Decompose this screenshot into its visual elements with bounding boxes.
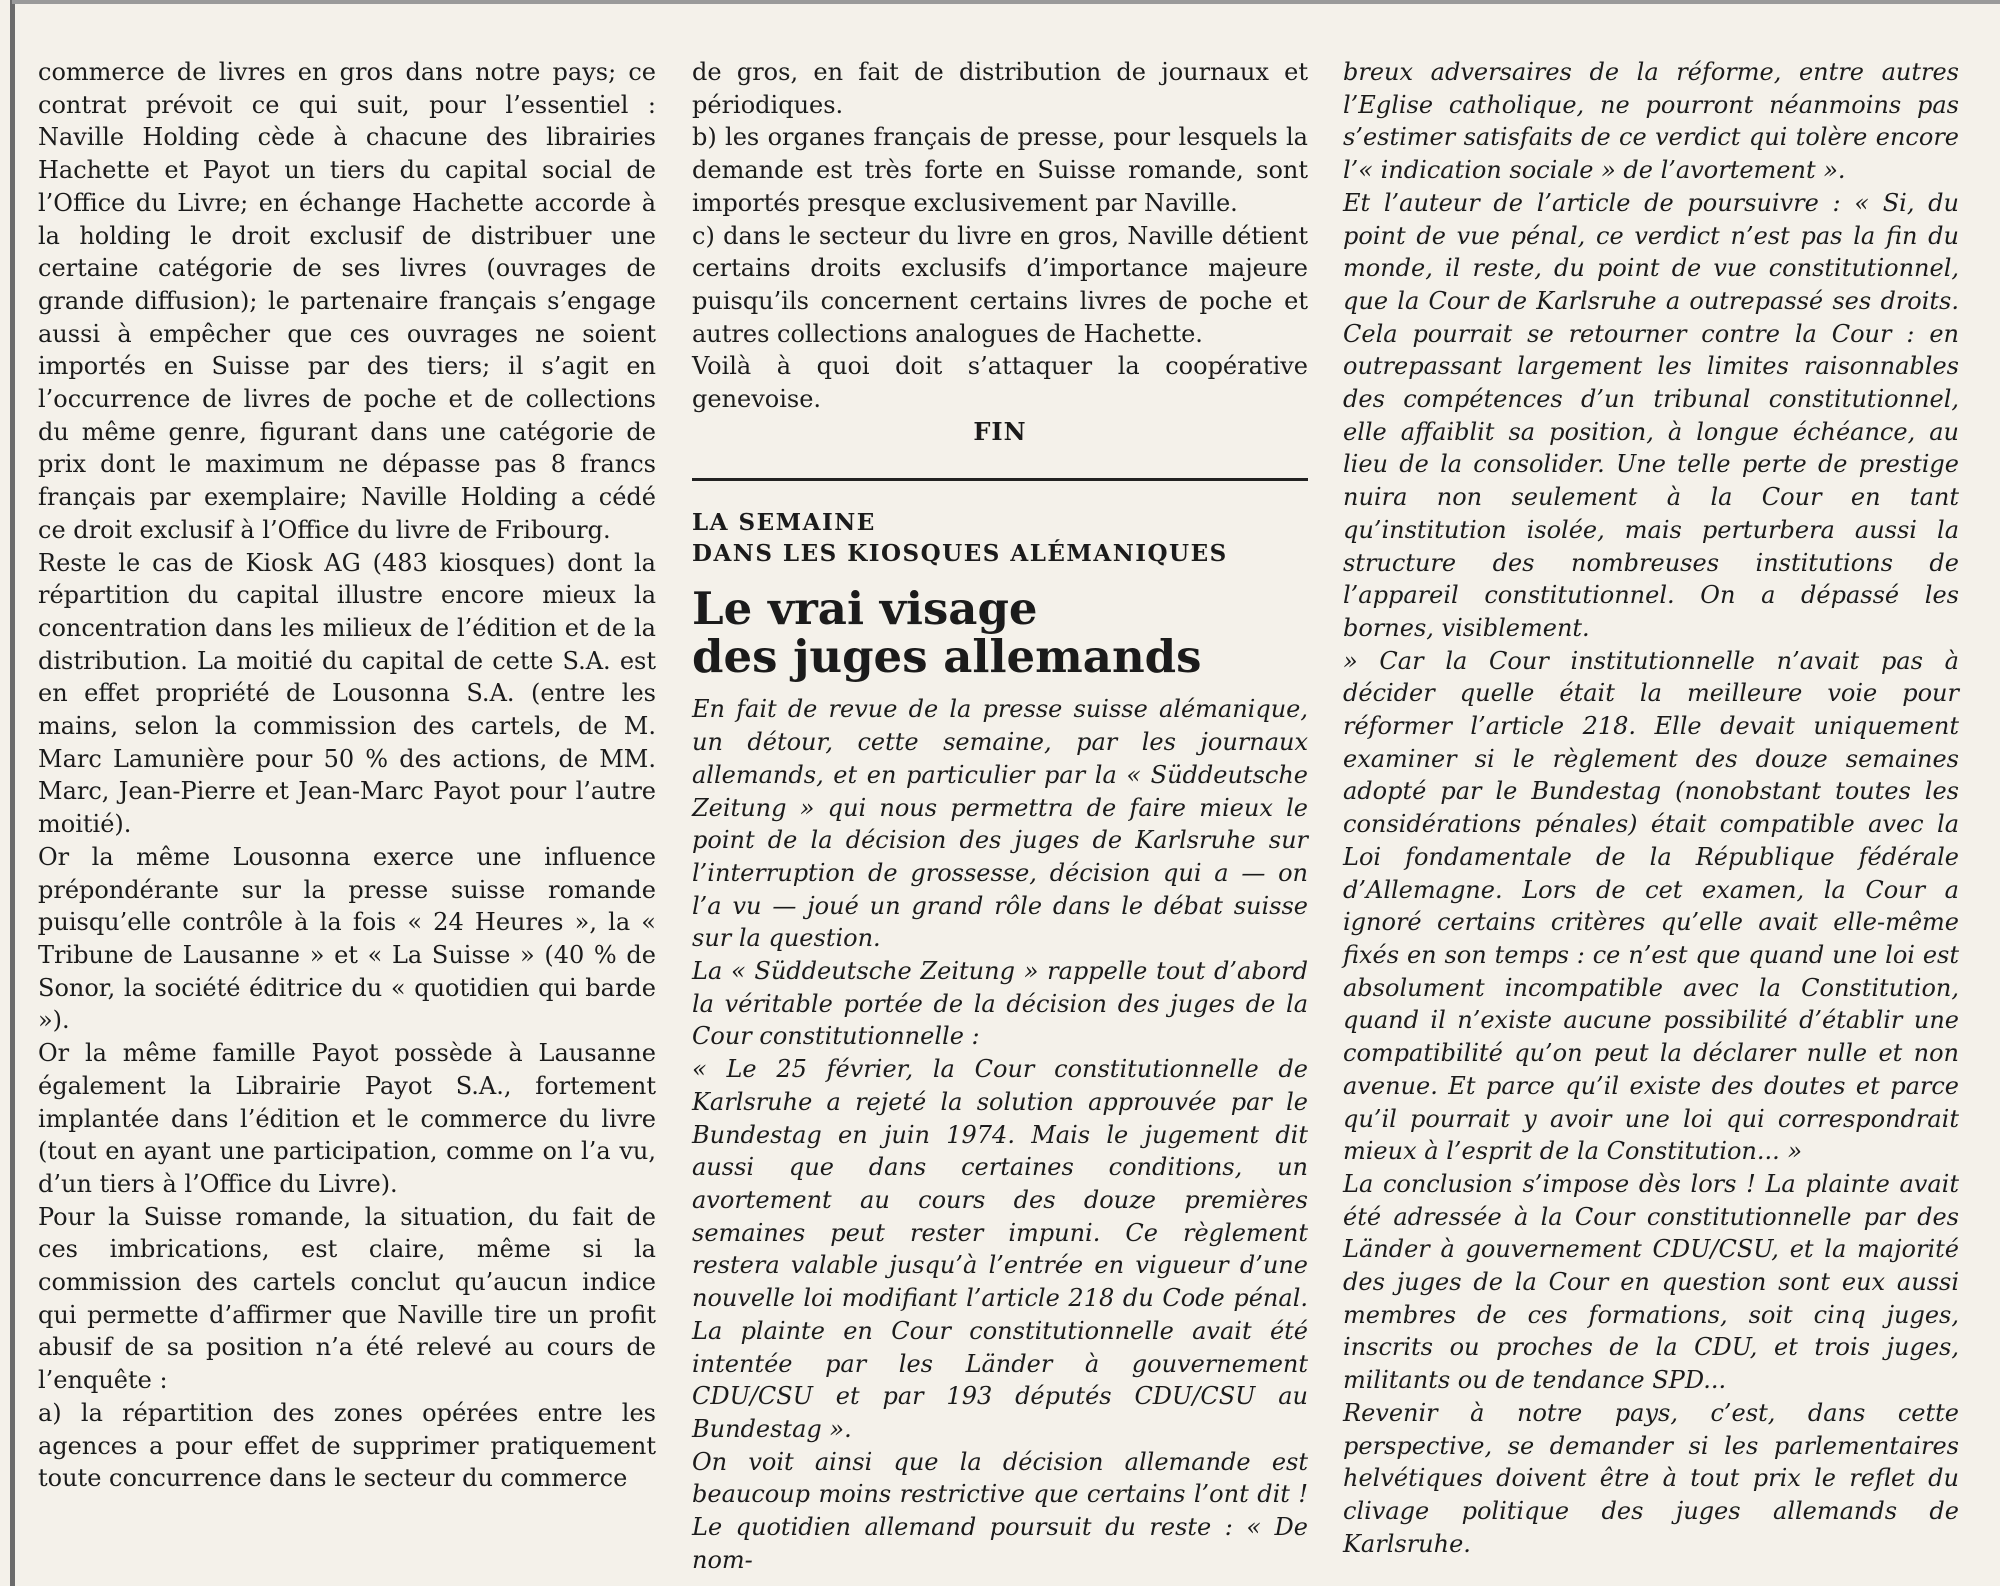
article-headline — [692, 582, 1308, 684]
col1-paragraph: Pour la Suisse romande, la situation, du fait de ces imbrications, est claire, même si la commission des cartels conclut qu’aucun indice qui permette d’affirmer que Naville tire un profit abusif de sa position n’a été relevé au cours de l’enquête : — [38, 1202, 656, 1395]
col3-paragraph: La conclusion s’impose dès lors ! La plainte avait été adressée à la Cour constitutionnelle par des Länder à gouvernement CDU/CSU, et la majorité des juges de la Cour en question sont eux aussi membres de ces formations, soit cinq juges, inscrits ou proches de la CDU, et trois juges, militants ou de tendance SPD... — [1343, 1169, 1959, 1395]
article-body — [692, 693, 1308, 1576]
headline-line-2: des juges allemands — [692, 630, 1202, 684]
column-2 — [692, 56, 1308, 1576]
col1-paragraph: Or la même famille Payot possède à Lausanne également la Librairie Payot S.A., fortement implantée dans l’édition et le commerce du livre (tout en ayant une participation, comme on l’a vu, d’un tiers à l’Office du Livre). — [38, 1039, 656, 1198]
page-binding-edge — [10, 0, 15, 1586]
section-kicker-line-2: DANS LES KIOSQUES ALÉMANIQUES — [692, 540, 1228, 568]
col1-paragraph: Reste le cas de Kiosk AG (483 kiosques) dont la répartition du capital illustre encore mieux la concentration dans les milieux de l’édition et de la distribution. La moitié du capital de cette S.A. est en effet propriété de Lousonna S.A. (entre les mains, selon la commission des cartels, de M. Marc Lamunière pour 50 % des actions, de MM. Marc, Jean-Pierre et Jean-Marc Payot pour l’autre moitié). — [38, 548, 656, 839]
article-paragraph: La « Süddeutsche Zeitung » rappelle tout d’abord la véritable portée de la décision des juges de la Cour constitutionnelle : — [692, 957, 1308, 1051]
section-kicker-line-1: LA SEMAINE — [692, 509, 876, 537]
col1-paragraph: commerce de livres en gros dans notre pays; ce contrat prévoit ce qui suit, pour l’essentiel : Naville Holding cède à chacune des librairies Hachette et Payot un tiers du capital social de l’Office du Livre; en échange Hachette accorde à la holding le droit exclusif de distribuer une certaine catégorie de ses livres (ouvrages de grande diffusion); le partenaire français s’engage aussi à empêcher que ces ouvrages ne soient importés en Suisse par des tiers; il s’agit en l’occurrence de livres de poche et de collections du même genre, figurant dans une catégorie de prix dont le maximum ne dépasse pas 8 francs français par exemplaire; Naville Holding a cédé ce droit exclusif à l’Office du livre de Fribourg. — [38, 58, 656, 544]
column-1 — [38, 56, 656, 1495]
col3-paragraph: Et l’auteur de l’article de poursuivre : « Si, du point de vue pénal, ce verdict n’est pas la fin du monde, il reste, du point de vue constitutionnel, que la Cour de Karlsruhe a outrepassé ses droits. Cela pourrait se retourner contre la Cour : en outrepassant largement les limites raisonnables des compétences d’un tribunal constitutionnel, elle affaiblit sa position, à longue échéance, au lieu de la consolider. Une telle perte de prestige nuira non seulement à la Cour en tant qu’institution isolée, mais perturbera aussi la structure des nombreuses institutions de l’appareil constitutionnel. On a dépassé les bornes, visiblement. — [1343, 188, 1959, 642]
page-top-edge — [12, 0, 2000, 4]
col2-paragraph: b) les organes français de presse, pour lesquels la demande est très forte en Suisse romande, sont importés presque exclusivement par Naville. — [692, 123, 1308, 217]
article-paragraph: « Le 25 février, la Cour constitutionnelle de Karlsruhe a rejeté la solution approuvée par le Bundestag en juin 1974. Mais le jugement dit aussi que dans certaines conditions, un avortement au cours des douze premières semaines peut rester impuni. Ce règlement restera valable jusqu’à l’entrée en vigueur d’une nouvelle loi modifiant l’article 218 du Code pénal. La plainte en Cour constitutionnelle avait été intentée par les Länder à gouvernement CDU/CSU et par 193 députés CDU/CSU au Bundestag ». — [692, 1055, 1308, 1443]
section-divider — [692, 478, 1308, 481]
col1-paragraph: a) la répartition des zones opérées entre les agences a pour effet de supprimer pratiquement toute concurrence dans le secteur du commerce — [38, 1398, 656, 1493]
col2-paragraph: de gros, en fait de distribution de journaux et périodiques. — [692, 58, 1308, 119]
col3-paragraph: » Car la Cour institutionnelle n’avait pas à décider quelle était la meilleure voie pour réformer l’article 218. Elle devait uniquement examiner si le règlement des douze semaines adopté par le Bundestag (nonobstant toutes les considérations pénales) était compatible avec la Loi fondamentale de la République fédérale d’Allemagne. Lors de cet examen, la Cour a ignoré certains critères qu’elle avait elle-même fixés en son temps : ce n’est que quand une loi est absolument incompatible avec la Constitution, quand il n’existe aucune possibilité d’établir une compatibilité qu’on peut la déclarer nulle et non avenue. Et parce qu’il existe des doutes et parce qu’il pourrait y avoir une loi qui correspondrait mieux à l’esprit de la Constitution... » — [1343, 646, 1959, 1166]
article-paragraph: En fait de revue de la presse suisse alémanique, un détour, cette semaine, par les journaux allemands, et en particulier par la « Süddeutsche Zeitung » qui nous permettra de faire mieux le point de la décision des juges de Karlsruhe sur l’interruption de grossesse, décision qui a — on l’a vu — joué un grand rôle dans le débat suisse sur la question. — [692, 695, 1308, 953]
col3-paragraph: breux adversaires de la réforme, entre autres l’Eglise catholique, ne pourront néanmoins pas s’estimer satisfaits de ce verdict qui tolère encore l’« indication sociale » de l’avortement ». — [1343, 58, 1959, 185]
col2-paragraph: Voilà à quoi doit s’attaquer la coopérative genevoise. — [692, 352, 1308, 414]
column-3 — [1343, 56, 1959, 1560]
article-end-mark: FIN — [973, 416, 1027, 446]
article-paragraph: On voit ainsi que la décision allemande est beaucoup moins restrictive que certains l’ont dit ! Le quotidien allemand poursuit du reste : « De nom- — [692, 1447, 1308, 1574]
col1-paragraph: Or la même Lousonna exerce une influence prépondérante sur la presse suisse romande puisqu’elle contrôle à la fois « 24 Heures », la « Tribune de Lausanne » et « La Suisse » (40 % de Sonor, la société éditrice du « quotidien qui barde »). — [38, 842, 656, 1035]
col3-paragraph: Revenir à notre pays, c’est, dans cette perspective, se demander si les parlementaires helvétiques doivent être à tout prix le reflet du clivage politique des juges allemands de Karlsruhe. — [1343, 1398, 1959, 1558]
headline-line-1: Le vrai visage — [692, 582, 1038, 636]
col2-paragraph: c) dans le secteur du livre en gros, Naville détient certains droits exclusifs d’importance majeure puisqu’ils concernent certains livres de poche et autres collections analogues de Hachette. — [692, 221, 1308, 348]
